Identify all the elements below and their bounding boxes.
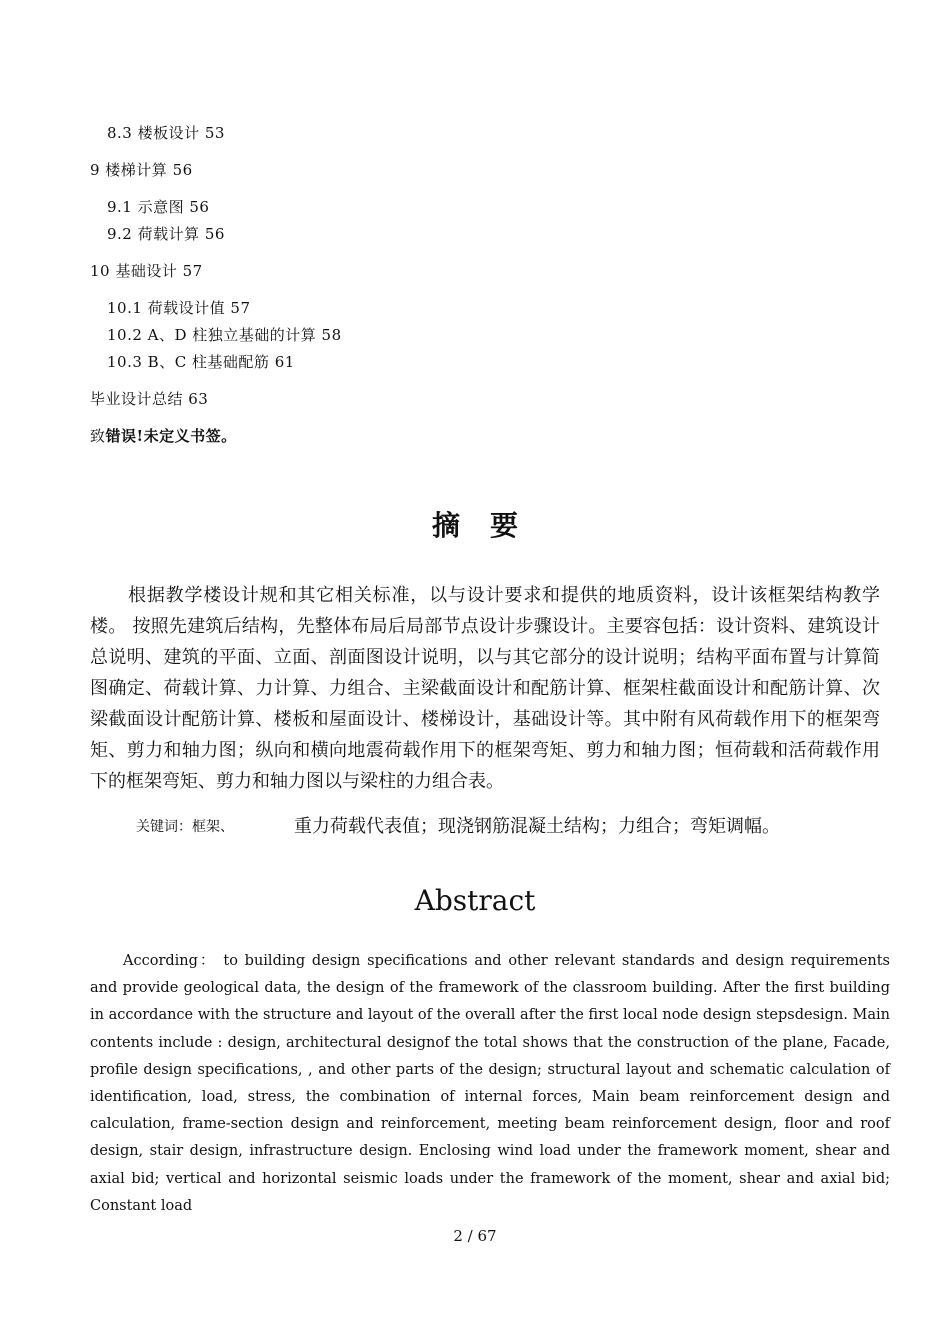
- toc-entry-9[interactable]: 9 楼梯计算 56: [90, 161, 193, 179]
- abstract-en-heading: Abstract: [414, 884, 536, 917]
- toc-entry-10-1[interactable]: 10.1 荷载设计值 57: [107, 299, 251, 317]
- bookmark-error-text: 错误!未定义书签。: [105, 427, 237, 445]
- toc-entry-summary[interactable]: 毕业设计总结 63: [90, 390, 209, 408]
- toc-entry-9-1[interactable]: 9.1 示意图 56: [107, 198, 210, 216]
- abstract-en-body: According： to building design specifications and other relevant standards and design requirements and provide geological data, the design of the framework of the classroom building. After the first building in accordance with the structure and layout of the overall after the first local node design stepsdesign. Main contents include : design, architectural designof the total shows that the construction of the plane, Facade, profile design specifications, , and other parts of the design; structural layout and schematic calculation of identification, load, stress, the combination of internal forces, Main beam reinforcement design and calculation, frame-section design and reinforcement, meeting beam reinforcement design, floor and roof design, stair design, infrastructure design. Enclosing wind load under the framework moment, shear and axial bid; vertical and horizontal seismic loads under the framework of the moment, shear and axial bid; Constant load: [90, 953, 890, 1214]
- ack-prefix: 致: [90, 427, 106, 445]
- abstract-cn-heading: 摘要: [431, 509, 548, 542]
- keywords-label: 关键词：框架、: [136, 819, 234, 835]
- toc-entry-acknowledgement[interactable]: [90, 425, 237, 446]
- abstract-cn-body: 根据教学楼设计规和其它相关标准，以与设计要求和提供的地质资料，设计该框架结构教学楼。 按照先建筑后结构，先整体布局后局部节点设计步骤设计。主要容包括：设计资料、建筑设计总说明、建筑的平面、立面、剖面图设计说明，以与其它部分的设计说明；结构平面布置与计算简图确定、荷载计算、力计算、力组合、主梁截面设计和配筋计算、框架柱截面设计和配筋计算、次梁截面设计配筋计算、楼板和屋面设计、楼梯设计，基础设计等。其中附有风荷载作用下的框架弯矩、剪力和轴力图；纵向和横向地震荷载作用下的框架弯矩、剪力和轴力图；恒荷载和活荷载作用下的框架弯矩、剪力和轴力图以与梁柱的力组合表。: [90, 585, 880, 792]
- toc-entry-9-2[interactable]: 9.2 荷载计算 56: [107, 225, 225, 243]
- toc-entry-8-3[interactable]: 8.3 楼板设计 53: [107, 124, 225, 142]
- toc-entry-10-2[interactable]: 10.2 A、D 柱独立基础的计算 58: [107, 326, 342, 344]
- keywords-text: 重力荷载代表值；现浇钢筋混凝土结构；力组合；弯矩调幅。: [294, 816, 780, 837]
- toc-entry-10[interactable]: 10 基础设计 57: [90, 262, 203, 280]
- toc-entry-10-3[interactable]: 10.3 B、C 柱基础配筋 61: [107, 353, 295, 371]
- page-number: 2 / 67: [453, 1227, 497, 1245]
